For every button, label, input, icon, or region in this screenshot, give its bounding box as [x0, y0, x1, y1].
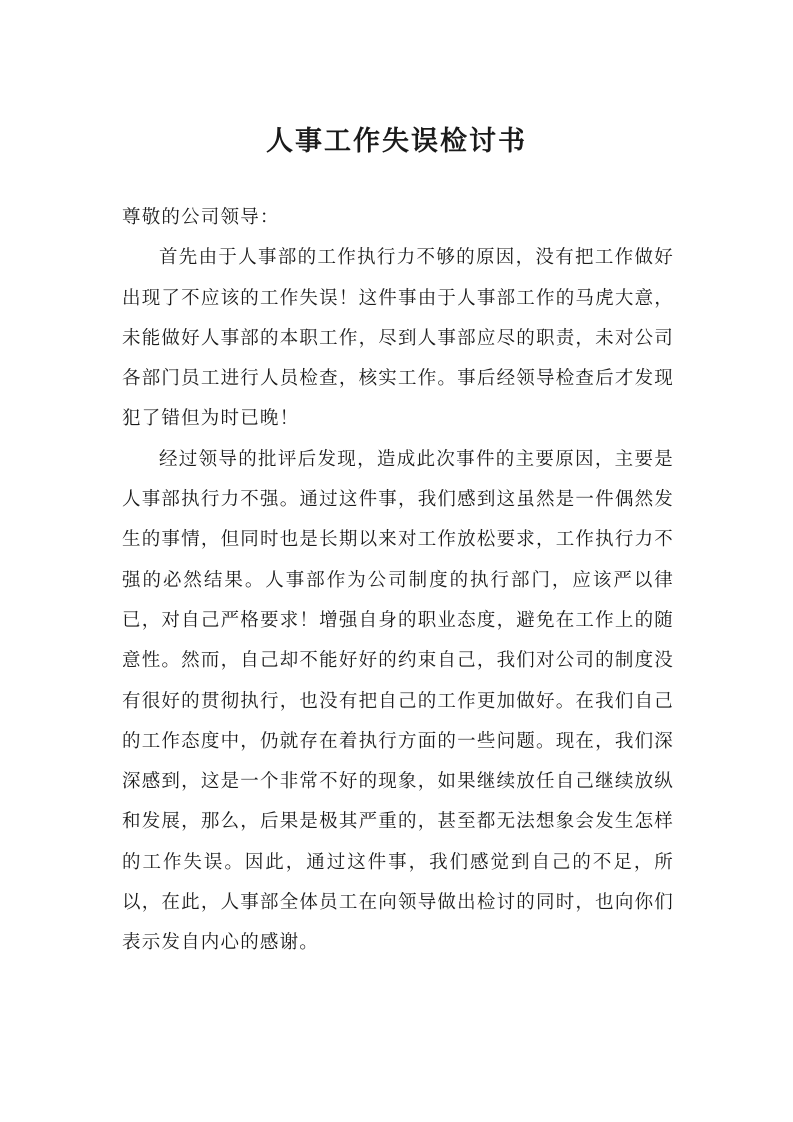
document-body	[122, 198, 674, 964]
paragraph-2: 经过领导的批评后发现，造成此次事件的主要原因，主要是人事部执行力不强。通过这件事，我们感到这虽然是一件偶然发生的事情，但同时也是长期以来对工作放松要求，工作执行力不强的必然结果。人事部作为公司制度的执行部门，应该严以律已，对自己严格要求！增强自身的职业态度，避免在工作上的随意性。然而，自己却不能好好的约束自己，我们对公司的制度没有很好的贯彻执行，也没有把自己的工作更加做好。在我们自己的工作态度中，仍就存在着执行方面的一些问题。现在，我们深深感到，这是一个非常不好的现象，如果继续放任自己继续放纵和发展，那么，后果是极其严重的，甚至都无法想象会发生怎样的工作失误。因此，通过这件事，我们感觉到自己的不足，所以，在此，人事部全体员工在向领导做出检讨的同时，也向你们表示发自内心的感谢。	[122, 448, 674, 954]
document-title: 人事工作失误检讨书	[266, 126, 527, 157]
paragraph-1: 首先由于人事部的工作执行力不够的原因，没有把工作做好出现了不应该的工作失误！这件事由于人事部工作的马虎大意，未能做好人事部的本职工作，尽到人事部应尽的职责，未对公司各部门员工进行人员检查，核实工作。事后经领导检查后才发现犯了错但为时已晚！	[122, 247, 674, 430]
salutation: 尊敬的公司领导：	[122, 207, 280, 228]
